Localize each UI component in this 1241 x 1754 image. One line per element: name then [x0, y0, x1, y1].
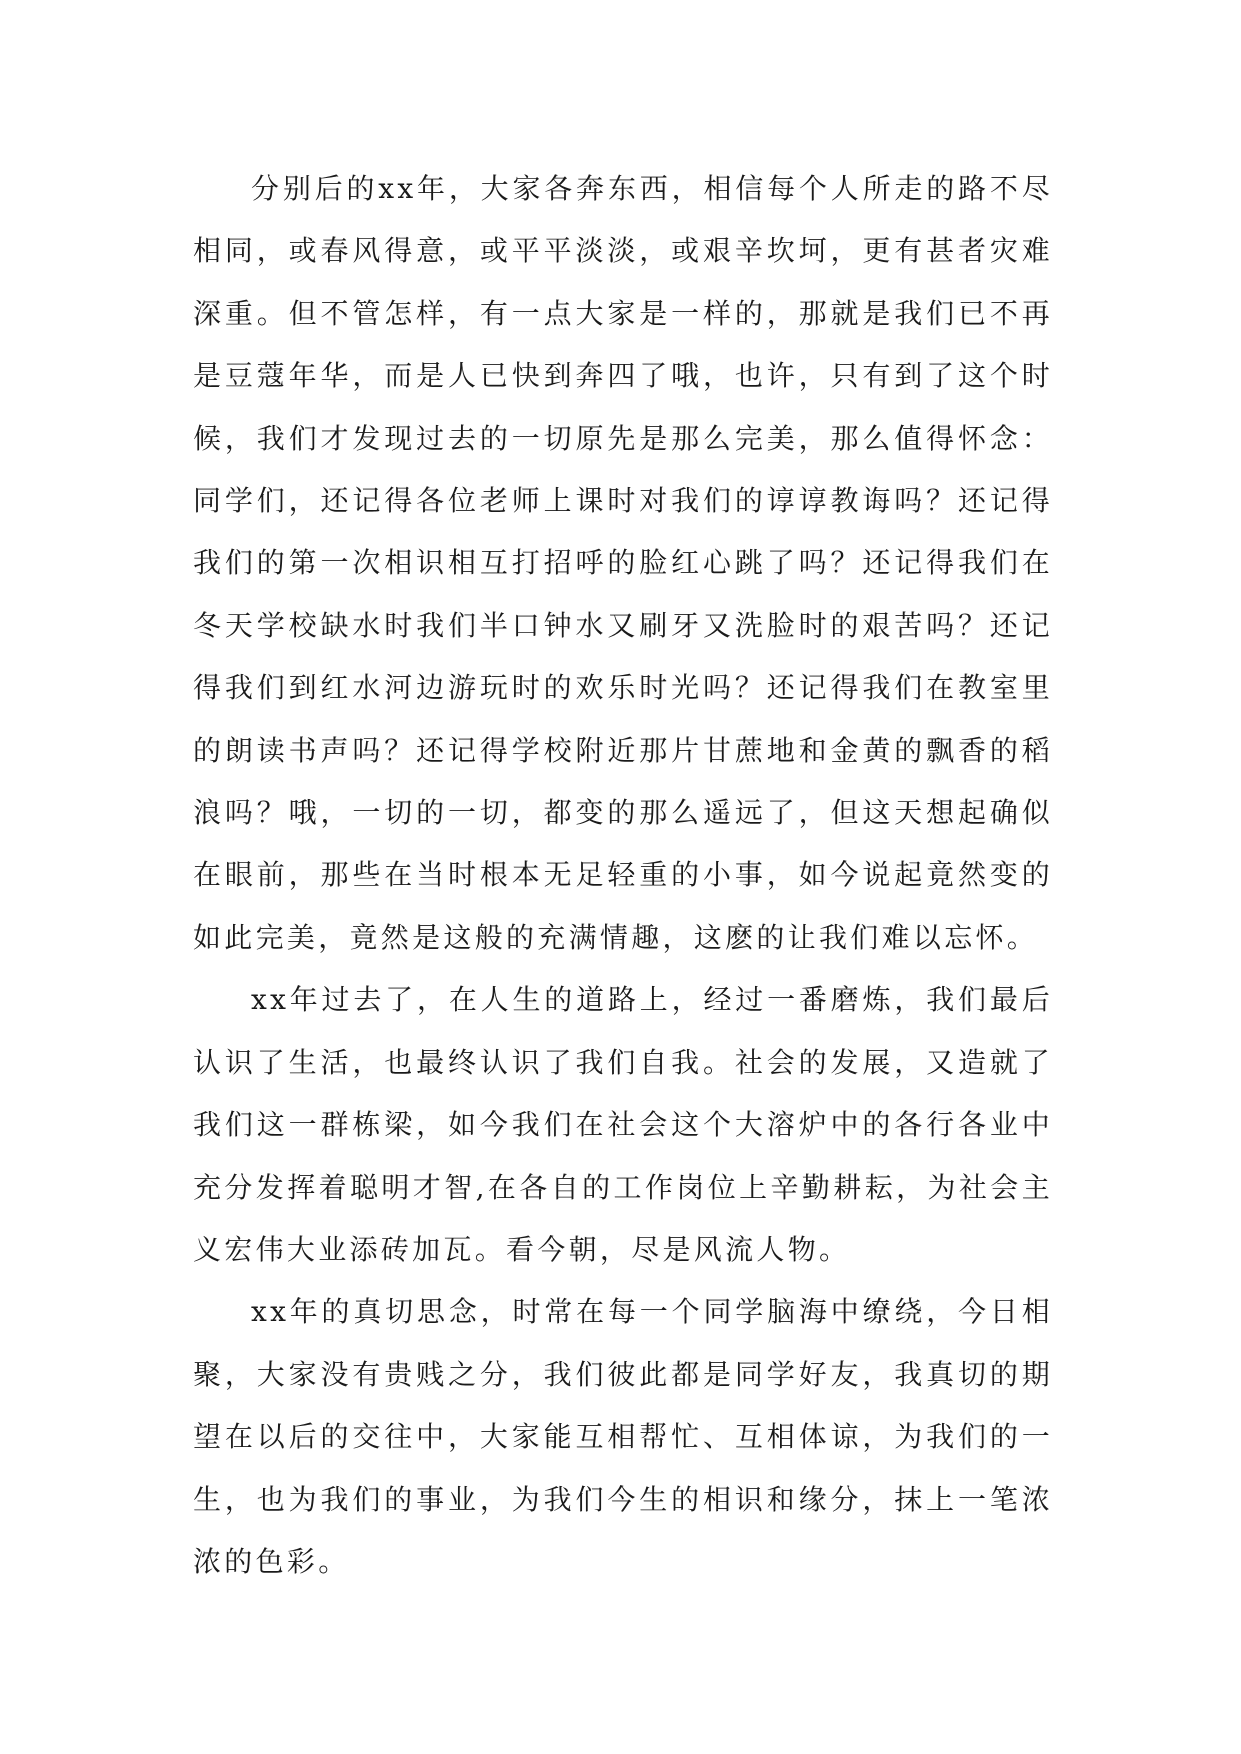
paragraph-2: xx年过去了，在人生的道路上，经过一番磨炼，我们最后认识了生活，也最终认识了我们自我。社会的发展，又造就了我们这一群栋梁，如今我们在社会这个大溶炉中的各行各业中充分发挥着聪明才智,在各自的工作岗位上辛勤耕耘，为社会主义宏伟大业添砖加瓦。看今朝，尽是风流人物。 — [193, 983, 1053, 1266]
paragraph-1: 分别后的xx年，大家各奔东西，相信每个人所走的路不尽相同，或春风得意，或平平淡淡，或艰辛坎坷，更有甚者灾难深重。但不管怎样，有一点大家是一样的，那就是我们已不再是豆蔻年华，而是人已快到奔四了哦，也许，只有到了这个时候，我们才发现过去的一切原先是那么完美，那么值得怀念：同学们，还记得各位老师上课时对我们的谆谆教诲吗？还记得我们的第一次相识相互打招呼的脸红心跳了吗？还记得我们在冬天学校缺水时我们半口钟水又刷牙又洗脸时的艰苦吗？还记得我们到红水河边游玩时的欢乐时光吗？还记得我们在教室里的朗读书声吗？还记得学校附近那片甘蔗地和金黄的飘香的稻浪吗？哦，一切的一切，都变的那么遥远了，但这天想起确似在眼前，那些在当时根本无足轻重的小事，如今说起竟然变的如此完美，竟然是这般的充满情趣，这麽的让我们难以忘怀。 — [193, 172, 1053, 954]
paragraph-3: xx年的真切思念，时常在每一个同学脑海中缭绕，今日相聚，大家没有贵贱之分，我们彼此都是同学好友，我真切的期望在以后的交往中，大家能互相帮忙、互相体谅，为我们的一生，也为我们的事业，为我们今生的相识和缘分，抹上一笔浓浓的色彩。 — [193, 1295, 1053, 1578]
document-body — [193, 158, 1053, 1593]
